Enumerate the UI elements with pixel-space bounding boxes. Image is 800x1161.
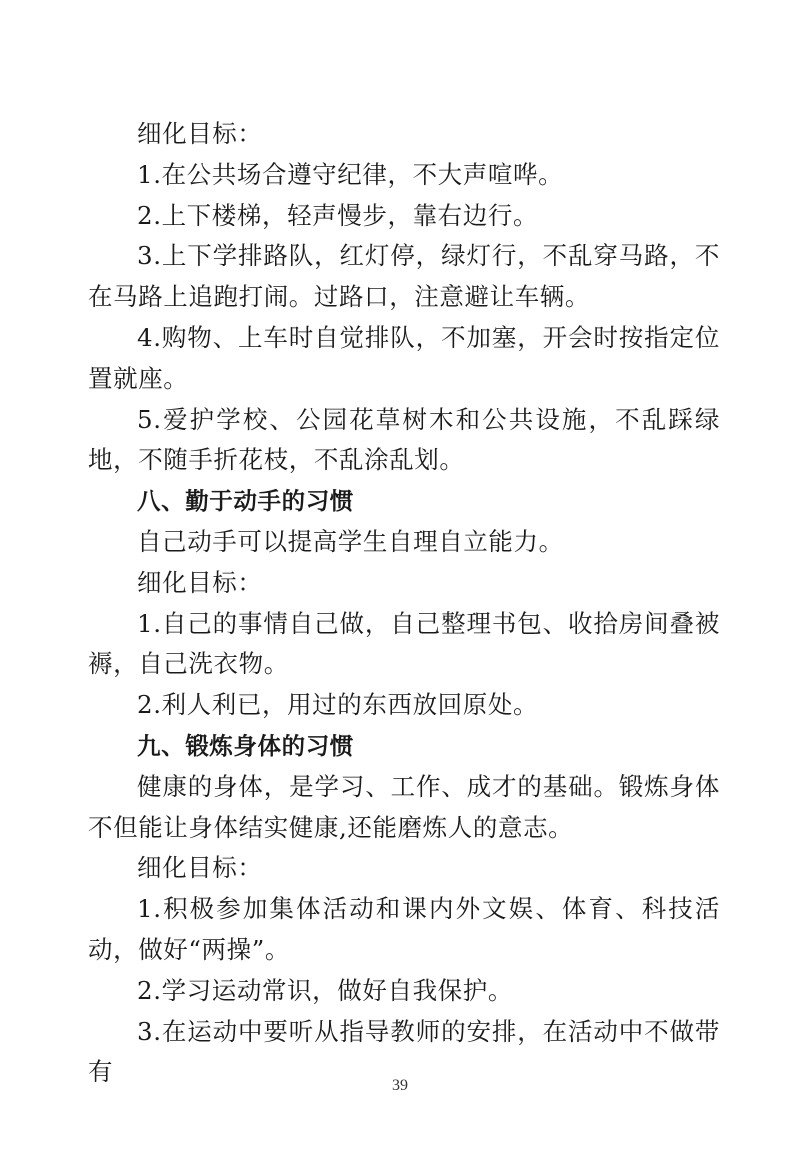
- list-item: 2.上下楼梯，轻声慢步，靠右边行。: [137, 200, 539, 230]
- list-item: 3.上下学排路队，红灯停，绿灯行，不乱穿马路，不在马路上追跑打闹。过路口，注意避让车辆。: [88, 241, 720, 312]
- page-body: [88, 114, 720, 1093]
- subtitle-refined-goals: 细化目标：: [137, 567, 263, 597]
- list-item: 3.在运动中要听从指导教师的安排，在活动中不做带有: [88, 1016, 720, 1087]
- list-item: 1.在公共场合遵守纪律，不大声喧哗。: [137, 159, 564, 189]
- subtitle-refined-goals: 细化目标：: [137, 119, 263, 148]
- section-intro: 健康的身体，是学习、工作、成才的基础。锻炼身体不但能让身体结实健康,还能磨炼人的意志。: [88, 771, 720, 842]
- list-item: 4.购物、上车时自觉排队，不加塞，开会时按指定位置就座。: [88, 322, 720, 393]
- section-heading-9: 九、锻炼身体的习惯: [137, 731, 354, 760]
- subtitle-refined-goals: 细化目标：: [137, 853, 263, 883]
- page-number: 39: [392, 1077, 408, 1094]
- list-item: 1.积极参加集体活动和课内外文娱、体育、科技活动，做好“两操”。: [88, 894, 720, 964]
- section-heading-8: 八、勤于动手的习惯: [137, 487, 354, 516]
- list-item: 2.学习运动常识，做好自我保护。: [137, 975, 513, 1005]
- list-item: 1.自己的事情自己做，自己整理书包、收拾房间叠被褥，自己洗衣物。: [88, 608, 720, 679]
- section-intro: 自己动手可以提高学生自理自立能力。: [137, 526, 564, 556]
- list-item: 2.利人利已，用过的东西放回原处。: [137, 690, 539, 720]
- list-item: 5.爱护学校、公园花草树木和公共设施，不乱踩绿地，不随手折花枝，不乱涂乱划。: [88, 404, 720, 475]
